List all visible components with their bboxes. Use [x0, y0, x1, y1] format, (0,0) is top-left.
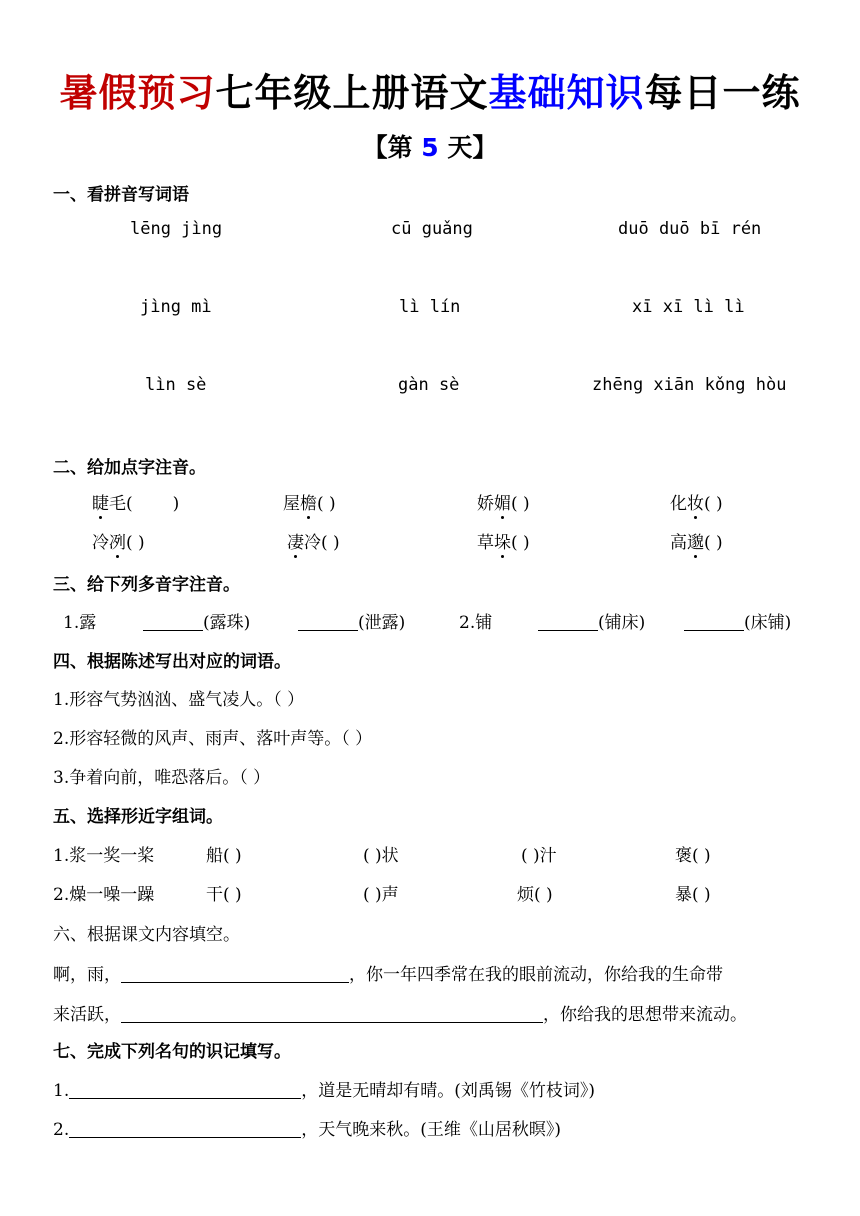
pinyin-item: zhēng xiān kǒng hòu [592, 375, 787, 395]
quote-text: ，天气晚来秋。(王维《山居秋暝》) [301, 1120, 561, 1140]
dotted-char: 睫 [92, 489, 109, 514]
dotted-char: 垛 [494, 528, 511, 553]
annotate-item [477, 528, 530, 553]
pinyin-item: lìn sè [145, 375, 207, 395]
section-4-heading: 四、根据陈述写出对应的词语。 [53, 652, 291, 672]
similar-char-blank: 干( ) [206, 885, 242, 905]
word-char: 屋 [283, 494, 300, 514]
fill-text: ，你给我的思想带来流动。 [543, 1005, 747, 1025]
similar-char-blank: ( )汁 [521, 846, 557, 866]
pinyin-item: lēng jìng [130, 219, 223, 239]
pinyin-item: cū guǎng [391, 219, 473, 239]
answer-blank[interactable] [143, 612, 203, 631]
annotate-item: 睫毛( ) [92, 489, 179, 514]
fill-text: 来活跃， [53, 1005, 121, 1025]
definition-line: 3.争着向前，唯恐落后。（ ） [53, 768, 271, 788]
definition-line: 2.形容轻微的风声、雨声、落叶声等。（ ） [53, 729, 373, 749]
word-char: 高 [670, 533, 687, 553]
word-rest: 毛( [109, 494, 133, 514]
polyphone-label: 1.露 [63, 613, 97, 633]
word-char: 娇 [477, 494, 494, 514]
polyphone-blank-item [684, 608, 791, 633]
section-5-heading: 五、选择形近字组词。 [53, 807, 223, 827]
polyphone-word: (床铺) [744, 613, 792, 633]
similar-char-group: 1.浆一奖一桨 [53, 846, 155, 866]
annotate-item [287, 528, 340, 553]
polyphone-blank-item [143, 608, 250, 633]
word-char: 冷 [92, 533, 109, 553]
title-part-blue: 基础知识 [488, 71, 645, 115]
title-part-black-2: 每日一练 [644, 71, 801, 115]
section-3-heading: 三、给下列多音字注音。 [53, 575, 240, 595]
similar-char-blank: 烦( ) [517, 885, 553, 905]
fill-line [53, 1000, 747, 1025]
annotate-item [283, 489, 336, 514]
quote-number: 1. [53, 1081, 70, 1101]
quote-line [53, 1076, 595, 1101]
pinyin-item: xī xī lì lì [632, 297, 745, 317]
similar-char-blank: ( )声 [363, 885, 399, 905]
answer-blank[interactable] [69, 1080, 301, 1099]
subtitle-close: 天】 [438, 133, 498, 162]
answer-blank[interactable] [69, 1119, 301, 1138]
subtitle-day: 5 [421, 133, 439, 162]
pinyin-item: lì lín [399, 297, 461, 317]
dotted-char: 妆 [687, 489, 704, 514]
polyphone-blank-item [538, 608, 645, 633]
quote-line [53, 1115, 561, 1140]
answer-paren: ( ) [704, 533, 723, 553]
word-char: 冷 [304, 533, 321, 553]
pinyin-item: gàn sè [398, 375, 460, 395]
answer-paren: ( ) [511, 533, 530, 553]
pinyin-item: jìng mì [140, 297, 212, 317]
polyphone-label: 2.铺 [459, 613, 493, 633]
dotted-char: 檐 [300, 489, 317, 514]
polyphone-word: (泄露) [358, 613, 406, 633]
fill-text: 啊，雨， [53, 965, 121, 985]
annotate-item [670, 528, 723, 553]
definition-line: 1.形容气势汹汹、盛气凌人。（ ） [53, 690, 305, 710]
word-char: 草 [477, 533, 494, 553]
subtitle-open: 【第 [362, 133, 422, 162]
title-part-red: 暑假预习 [59, 71, 216, 115]
pinyin-item: duō duō bī rén [618, 219, 762, 239]
dotted-char: 邈 [687, 528, 704, 553]
quote-text: ，道是无晴却有晴。(刘禹锡《竹枝词》) [301, 1081, 595, 1101]
answer-paren: ( ) [321, 533, 340, 553]
section-6-heading: 六、根据课文内容填空。 [53, 925, 240, 945]
answer-blank[interactable] [121, 964, 349, 983]
page-subtitle [0, 128, 860, 164]
section-1-heading: 一、看拼音写词语 [53, 185, 189, 205]
word-char: 化 [670, 494, 687, 514]
polyphone-word: (铺床) [598, 613, 646, 633]
fill-line [53, 960, 723, 985]
section-2-heading: 二、给加点字注音。 [53, 458, 206, 478]
similar-char-blank: ( )状 [363, 846, 399, 866]
dotted-char: 冽 [109, 528, 126, 553]
answer-paren: ( ) [317, 494, 336, 514]
similar-char-blank: 船( ) [206, 846, 242, 866]
similar-char-blank: 褒( ) [675, 846, 711, 866]
dotted-char: 媚 [494, 489, 511, 514]
similar-char-blank: 暴( ) [675, 885, 711, 905]
quote-number: 2. [53, 1120, 70, 1140]
similar-char-group: 2.燥一噪一躁 [53, 885, 155, 905]
dotted-char: 凄 [287, 528, 304, 553]
answer-blank[interactable] [298, 612, 358, 631]
annotate-item [477, 489, 530, 514]
answer-paren: ( ) [126, 533, 145, 553]
annotate-item [670, 489, 723, 514]
page-title [0, 62, 860, 117]
answer-blank[interactable] [684, 612, 744, 631]
annotate-item [92, 528, 145, 553]
fill-text: ，你一年四季常在我的眼前流动，你给我的生命带 [349, 965, 723, 985]
answer-blank[interactable] [538, 612, 598, 631]
title-part-black: 七年级上册语文 [215, 71, 489, 115]
answer-paren: ( ) [704, 494, 723, 514]
answer-blank[interactable] [121, 1004, 543, 1023]
answer-paren: ( ) [511, 494, 530, 514]
section-7-heading: 七、完成下列名句的识记填写。 [53, 1042, 291, 1062]
polyphone-word: (露珠) [203, 613, 251, 633]
polyphone-blank-item [298, 608, 405, 633]
